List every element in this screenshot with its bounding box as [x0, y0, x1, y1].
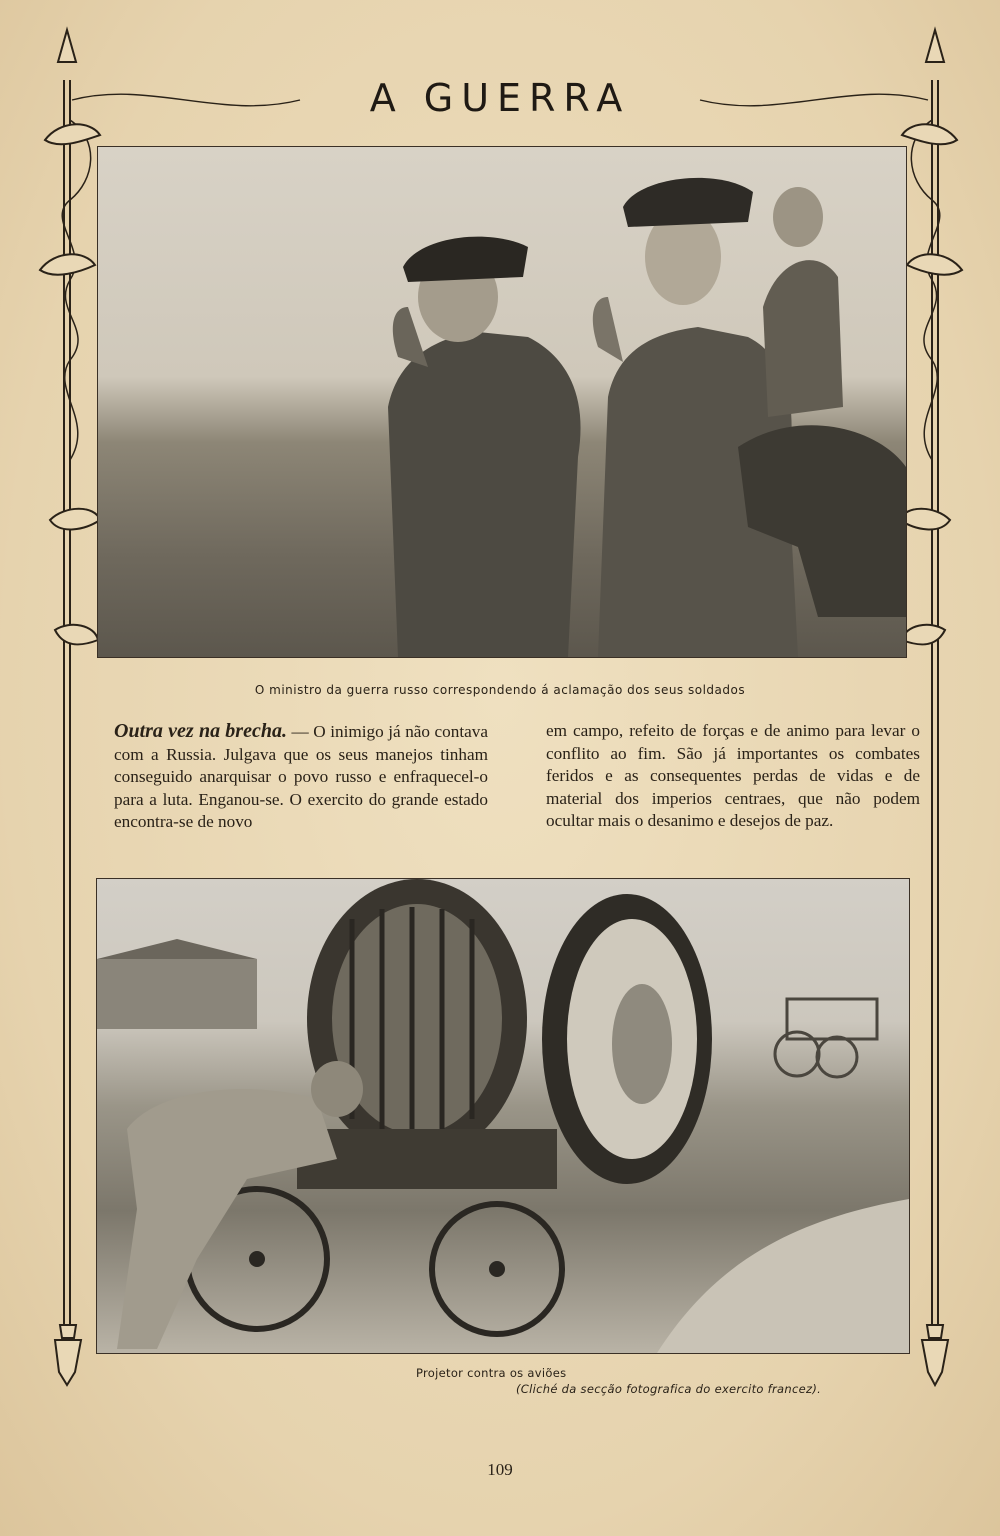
article-columns: [114, 720, 920, 860]
bottom-caption-line1: Projetor contra os aviões: [416, 1366, 567, 1380]
article-column-left: [114, 720, 488, 860]
left-spear-icon: [40, 30, 100, 1385]
article-col1-text: — O inimigo já não contava com a Russia. Julgava que os seus manejos tinham conseguido anarquisar o povo russo e enfraquecel-o para a luta. Enganou-se. O exercito do grande estado encontra-se de novo: [114, 722, 488, 832]
photo-russian-war-minister-icon: [98, 147, 906, 657]
photo-russian-war-minister: [97, 146, 907, 658]
bottom-caption-credit: da secção fotografica do exercito francez).: [557, 1382, 822, 1396]
page-number: 109: [487, 1460, 513, 1479]
article-lead: Outra vez na brecha.: [114, 720, 287, 742]
article-column-right: [546, 720, 920, 860]
page-title: A GUERRA: [369, 76, 631, 120]
article-col2-text: em campo, refeito de forças e de animo para levar o conflito ao fim. São já importantes os combates feridos e as consequentes perdas de vidas e de material dos imperios centraes, que não podem ocultar mais o desanimo e desejos de paz.: [546, 721, 920, 831]
bottom-photo-caption: [416, 1365, 896, 1397]
photo-searchlight-icon: [97, 879, 909, 1353]
bottom-caption-line2: [416, 1381, 896, 1397]
photo-searchlight: [96, 878, 910, 1354]
top-photo-caption: O ministro da guerra russo correspondendo á aclamação dos seus soldados: [254, 683, 746, 697]
bottom-caption-cliche: (Cliché: [516, 1382, 558, 1396]
